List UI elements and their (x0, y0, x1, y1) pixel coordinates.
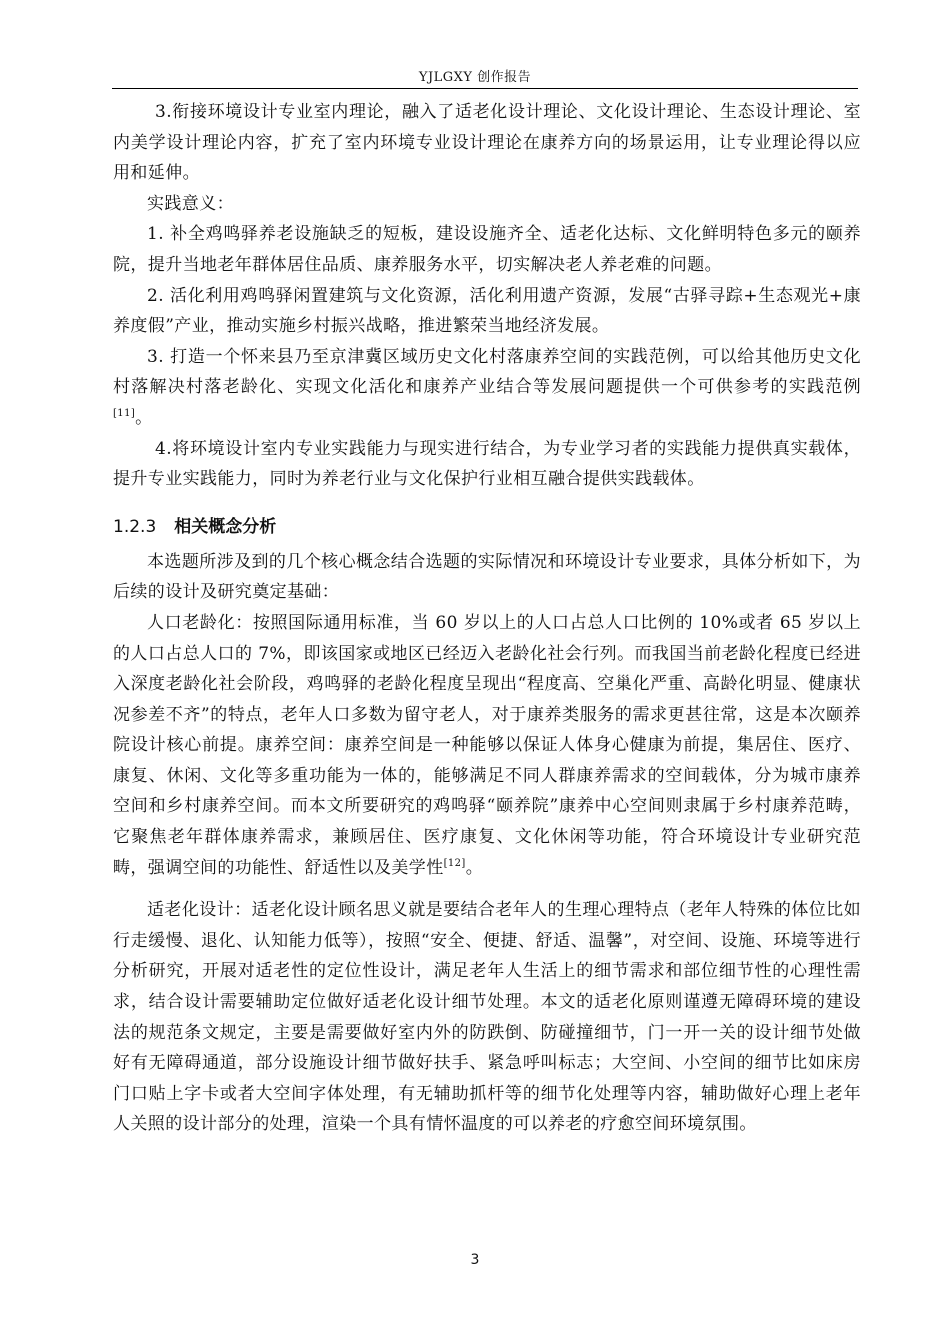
paragraph-practice-3-text: 3. 打造一个怀来县乃至京津冀区域历史文化村落康养空间的实践范例，可以给其他历史文化村落解决村落老龄化、实现文化活化和康养产业结合等发展问题提供一个可供参考的实践范例 (113, 346, 861, 398)
header-divider (112, 88, 858, 89)
section-number: 1.2.3 (113, 516, 157, 537)
section-title: 相关概念分析 (174, 516, 277, 537)
citation-11: [11] (113, 407, 136, 419)
paragraph-practice-title: 实践意义： (147, 193, 234, 214)
paragraph-population-aging-text: 人口老龄化：按照国际通用标准，当 60 岁以上的人口占总人口比例的 10%或者 65 岁以上的人口占总人口的 7%，即该国家或地区已经迈入老龄化社会行列。而我国当前老龄化程度已经进入深度老龄化社会阶段，鸡鸣驿的老龄化程度呈现出“程度高、空巢化严重、高龄化明显、健康状况参差不齐”的特点，老年人口多数为留守老人，对于康养类服务的需求更甚往常，这是本次颐养院设计核心前提。康养空间：康养空间是一种能够以保证人体身心健康为前提，集居住、医疗、康复、休闲、文化等多重功能为一体的，能够满足不同人群康养需求的空间载体，分为城市康养空间和乡村康养空间。而本文所要研究的鸡鸣驿“颐养院”康养中心空间则隶属于乡村康养范畴，它聚焦老年群体康养需求，兼顾居住、医疗康复、文化休闲等功能，符合环境设计专业研究范畴，强调空间的功能性、舒适性以及美学性 (113, 612, 861, 878)
paragraph-practice-3 (113, 342, 861, 434)
paragraph-concepts-intro: 本选题所涉及到的几个核心概念结合选题的实际情况和环境设计专业要求，具体分析如下，为后续的设计及研究奠定基础： (113, 551, 861, 603)
paragraph-population-aging (113, 608, 861, 883)
paragraph-practice-4: 4.将环境设计室内专业实践能力与现实进行结合，为专业学习者的实践能力提供真实载体，提升专业实践能力，同时为养老行业与文化保护行业相互融合提供实践载体。 (113, 438, 861, 490)
paragraph-practice-3-end: 。 (135, 407, 153, 428)
paragraph-practice-1: 1. 补全鸡鸣驿养老设施缺乏的短板，建设设施齐全、适老化达标、文化鲜明特色多元的颐养院，提升当地老年群体居住品质、康养服务水平，切实解决老人养老难的问题。 (113, 224, 861, 275)
running-header: YJLGXY 创作报告 (418, 70, 532, 85)
section-heading (113, 515, 861, 539)
document-body (113, 97, 861, 1140)
paragraph-age-friendly-design: 适老化设计：适老化设计顾名思义就是要结合老年人的生理心理特点（老年人特殊的体位比如行走缓慢、退化、认知能力低等），按照“安全、便捷、舒适、温馨”，对空间、设施、环境等进行分析研究，开展对适老性的定位性设计，满足老年人生活上的细节需求和部位细节性的心理性需求，结合设计需要辅助定位做好适老化设计细节处理。本文的适老化原则谨遵无障碍环境的建设法的规范条文规定，主要是需要做好室内外的防跌倒、防碰撞细节，门一开一关的设计细节处做好有无障碍通道，部分设施设计细节做好扶手、紧急呼叫标志；大空间、小空间的细节比如床房门口贴上字卡或者大空间字体处理，有无辅助抓杆等的细节化处理等内容，辅助做好心理上老年人关照的设计部分的处理，渲染一个具有情怀温度的可以养老的疗愈空间环境氛围。 (113, 900, 861, 1135)
paragraph-theory-3: 3.衔接环境设计专业室内理论，融入了适老化设计理论、文化设计理论、生态设计理论、室内美学设计理论内容，扩充了室内环境专业设计理论在康养方向的场景运用，让专业理论得以应用和延伸。 (113, 102, 861, 184)
citation-12: [12] (443, 857, 466, 869)
paragraph-practice-2: 2. 活化利用鸡鸣驿闲置建筑与文化资源，活化利用遗产资源，发展“古驿寻踪+生态观光+康养度假”产业，推动实施乡村振兴战略，推进繁荣当地经济发展。 (113, 285, 861, 337)
page-number: 3 (470, 1252, 480, 1268)
paragraph-population-aging-end: 。 (465, 857, 484, 878)
